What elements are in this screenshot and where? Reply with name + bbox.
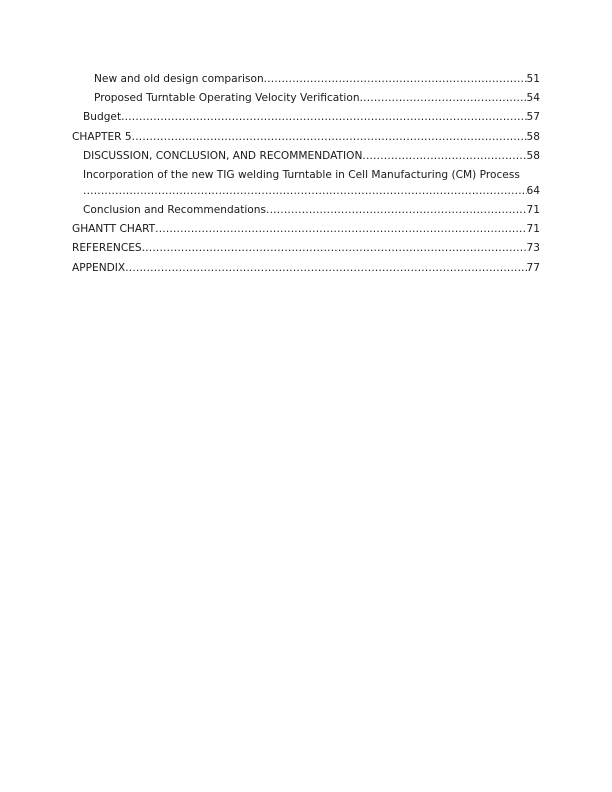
toc-entry-title: Incorporation of the new TIG welding Turntable in Cell Manufacturing (CM) Process [83, 168, 520, 181]
toc-entry-page: 58 [526, 130, 540, 143]
dot-leader [121, 108, 526, 127]
toc-entry-page: 73 [526, 242, 540, 255]
toc-entry-page: 54 [526, 92, 540, 105]
toc-entry-page: 77 [526, 261, 540, 274]
dot-leader [362, 147, 526, 166]
toc-entry-title: REFERENCES [72, 242, 142, 255]
toc-entry-title: DISCUSSION, CONCLUSION, AND RECOMMENDATION [83, 149, 363, 162]
dot-leader [266, 201, 527, 220]
toc-entry-title: New and old design comparison [94, 73, 264, 85]
toc-entry-title: Proposed Turntable Operating Velocity Verification [94, 92, 360, 105]
dot-leader [142, 239, 527, 258]
toc-entry[interactable] [72, 147, 540, 166]
dot-leader [132, 128, 527, 147]
toc-entry[interactable] [72, 220, 540, 239]
toc-entry-title: CHAPTER 5 [72, 130, 132, 143]
toc-entry-page: 71 [526, 223, 540, 236]
toc-entry-page: 71 [526, 203, 540, 216]
dot-leader [264, 70, 527, 89]
toc-entry[interactable] [72, 201, 540, 220]
toc-entry-page: 57 [526, 111, 540, 124]
toc-entry[interactable] [72, 239, 540, 258]
toc-entry-title: GHANTT CHART [72, 223, 156, 236]
toc-entry[interactable] [72, 166, 540, 201]
toc-entry[interactable] [72, 128, 540, 147]
toc-entry-page: 51 [526, 73, 540, 85]
table-of-contents [72, 70, 540, 278]
toc-entry-title: APPENDIX [72, 261, 126, 274]
toc-entry[interactable] [72, 89, 540, 108]
dot-leader [125, 259, 526, 278]
dot-leader [83, 183, 527, 199]
dot-leader [155, 220, 526, 239]
toc-entry[interactable] [72, 70, 540, 89]
toc-entry[interactable] [72, 108, 540, 127]
toc-entry-page: 58 [526, 149, 540, 162]
toc-entry[interactable] [72, 259, 540, 278]
toc-entry-title: Conclusion and Recommendations [83, 203, 267, 216]
toc-entry-page: 64 [526, 184, 540, 197]
dot-leader [360, 89, 527, 108]
toc-entry-title: Budget [83, 111, 122, 124]
